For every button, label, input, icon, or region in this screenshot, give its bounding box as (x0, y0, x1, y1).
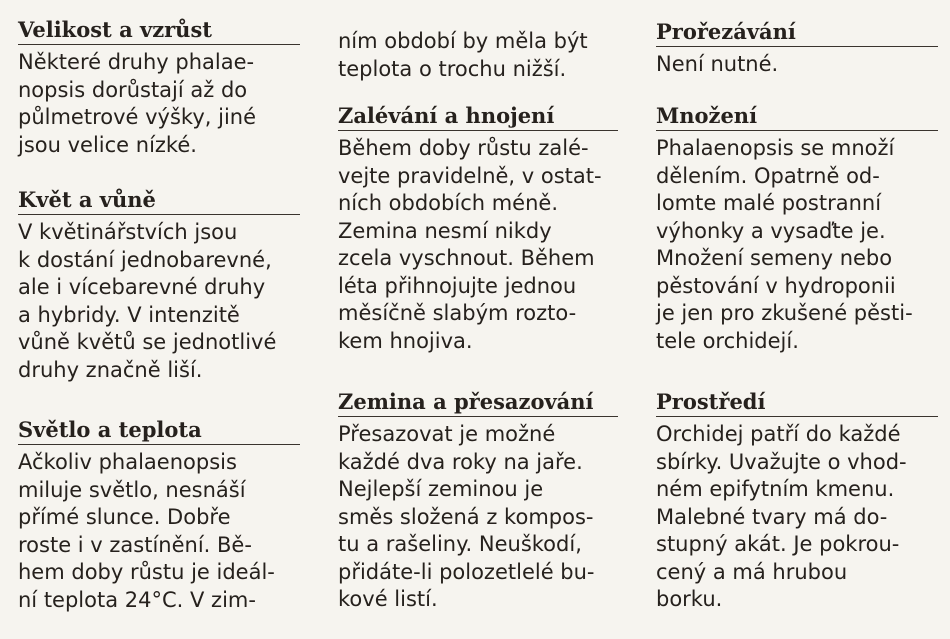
text-line: vejte pravidelně, v ostat- (338, 163, 602, 188)
text-line: ních obdobích méně. (338, 191, 559, 215)
text-line: přidáte-li polozetlelé bu- (338, 559, 595, 584)
section-kvet-a-vune (18, 184, 300, 384)
text-line: Orchidej patří do každé (656, 422, 901, 446)
text-line: jsou velice nízké. (18, 132, 197, 157)
section-body (338, 135, 618, 355)
section-body (18, 49, 300, 159)
text-line: miluje světlo, nesnáší (18, 477, 246, 502)
text-line: tele orchidejí. (656, 328, 799, 353)
text-line: cený a má hrubou (656, 559, 848, 584)
text-line: V květinářstvích jsou (18, 220, 238, 244)
section-heading: Velikost a vzrůst (18, 14, 300, 45)
text-line: je jen pro zkušené pěsti- (656, 301, 913, 325)
section-heading: Zemina a přesazování (338, 386, 618, 417)
text-line: Nejlepší zeminou je (338, 477, 544, 501)
text-line: tu a rašeliny. Neuškodí, (338, 532, 582, 556)
section-heading: Prořezávání (656, 16, 938, 47)
text-line: ním období by měla být (338, 29, 588, 53)
text-line: kem hnojiva. (338, 328, 473, 353)
text-line: ale i vícebarevné druhy (18, 275, 266, 299)
text-line: půlmetrové výšky, jiné (18, 105, 257, 129)
section-body (18, 449, 300, 614)
section-body (338, 421, 618, 614)
text-line: borku. (656, 587, 723, 611)
section-body (18, 219, 300, 384)
text-line: Malebné tvary má do- (656, 504, 888, 529)
text-line: Ačkoliv phalaenopsis (18, 450, 237, 474)
section-zemina-a-presazovani (338, 386, 618, 614)
section-heading: Světlo a teplota (18, 414, 300, 445)
text-line: a hybridy. V intenzitě (18, 302, 240, 327)
text-line: Phalaenopsis se množí (656, 136, 895, 160)
text-line: nopsis dorůstají až do (18, 77, 248, 102)
text-line: vůně květů se jednotlivé (18, 330, 277, 354)
text-line: k dostání jednobarevné, (18, 247, 272, 272)
text-line: druhy značně liší. (18, 357, 203, 382)
section-heading: Množení (656, 100, 938, 131)
text-line: směs složená z kompos- (338, 504, 594, 529)
section-heading: Květ a vůně (18, 184, 300, 215)
text-line: ní teplota 24°C. V zim- (18, 587, 256, 612)
section-prorezavani (656, 16, 938, 79)
text-line: přímé slunce. Dobře (18, 505, 231, 529)
section-heading: Prostředí (656, 386, 938, 417)
section-continued-text (338, 28, 618, 83)
text-line: hem doby růstu je ideál- (18, 560, 275, 584)
section-body (338, 28, 618, 83)
section-svetlo-a-teplota (18, 414, 300, 614)
text-line: lomte malé postranní (656, 191, 882, 215)
text-line: ném epifytním kmenu. (656, 477, 895, 501)
text-line: teplota o trochu nižší. (338, 56, 567, 81)
section-prostredi (656, 386, 938, 614)
section-heading: Zalévání a hnojení (338, 100, 618, 131)
section-body (656, 135, 938, 355)
text-line: každé dva roky na jaře. (338, 449, 583, 474)
section-zalevani-a-hnojeni (338, 100, 618, 355)
text-line: sbírky. Uvažujte o vhod- (656, 449, 907, 474)
text-line: stupný akát. Je pokrou- (656, 532, 900, 556)
text-line: Zemina nesmí nikdy (338, 218, 552, 243)
text-line: pěstování v hydroponii (656, 273, 896, 298)
text-line: Množení semeny nebo (656, 246, 893, 270)
section-velikost-a-vzrust (18, 14, 300, 159)
text-line: Přesazovat je možné (338, 422, 556, 446)
text-line: Během doby růstu zalé- (338, 136, 589, 160)
text-line: roste i v zastínění. Bě- (18, 532, 252, 557)
text-line: kové listí. (338, 587, 438, 611)
text-line: dělením. Opatrně od- (656, 163, 880, 188)
text-line: Některé druhy phalae- (18, 50, 255, 74)
text-line: měsíčně slabým rozto- (338, 301, 577, 325)
section-mnozeni (656, 100, 938, 355)
text-line: výhonky a vysaďte je. (656, 218, 886, 243)
text-line: zcela vyschnout. Během (338, 246, 595, 270)
section-body (656, 51, 938, 79)
text-line: Není nutné. (656, 52, 779, 76)
section-body (656, 421, 938, 614)
text-line: léta přihnojujte jednou (338, 273, 577, 298)
